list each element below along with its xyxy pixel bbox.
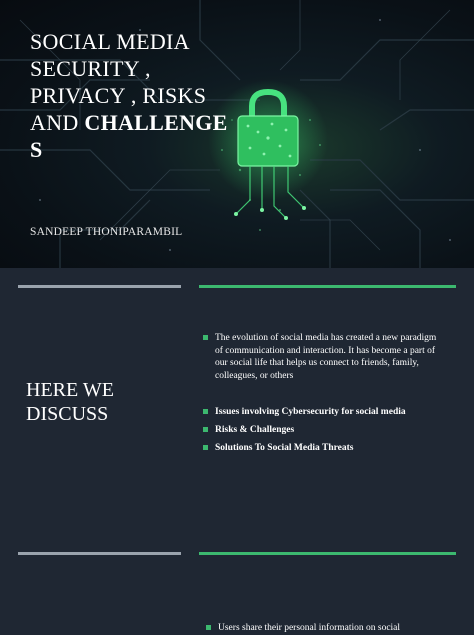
title-slide (0, 0, 474, 268)
divider-grey (18, 552, 181, 555)
discuss-slide (0, 268, 474, 538)
partial-bullet (206, 622, 442, 635)
topic-bullet (203, 442, 439, 455)
title-line (30, 109, 260, 136)
next-slide (0, 538, 474, 632)
title-bold: S (30, 137, 43, 162)
title-line: SECURITY , (30, 56, 151, 81)
title-line: SOCIAL MEDIA (30, 29, 190, 54)
bullet-square-icon (206, 625, 211, 630)
partial-text: Users share their personal information on social (218, 623, 401, 633)
intro-bullet (203, 332, 439, 382)
topic-text: Risks & Challenges (215, 425, 295, 435)
divider-grey (18, 285, 181, 288)
heading-line: HERE WE (26, 379, 114, 401)
topic-text: Solutions To Social Media Threats (215, 443, 354, 453)
slide-title (30, 28, 260, 163)
bullet-square-icon (203, 427, 208, 432)
title-line (30, 136, 260, 163)
bullet-square-icon (203, 445, 208, 450)
divider-green (199, 552, 456, 555)
heading-line: DISCUSS (26, 403, 109, 425)
title-bold: CHALLENGE (84, 110, 228, 135)
topic-text: Issues involving Cybersecurity for social media (215, 407, 406, 417)
section-heading (26, 378, 114, 426)
intro-text: The evolution of social media has created a new paradigm of communication and interaction. It has become a part of our social life that helps us connect to friends, family, colleagues, or others (215, 333, 437, 381)
title-line: PRIVACY , RISKS (30, 83, 207, 108)
bullet-square-icon (203, 409, 208, 414)
topic-bullet (203, 424, 439, 437)
divider-green (199, 285, 456, 288)
author-name: SANDEEP THONIPARAMBIL (30, 226, 183, 238)
topic-bullet (203, 406, 439, 419)
title-and: AND (30, 110, 85, 135)
bullet-square-icon (203, 335, 208, 340)
